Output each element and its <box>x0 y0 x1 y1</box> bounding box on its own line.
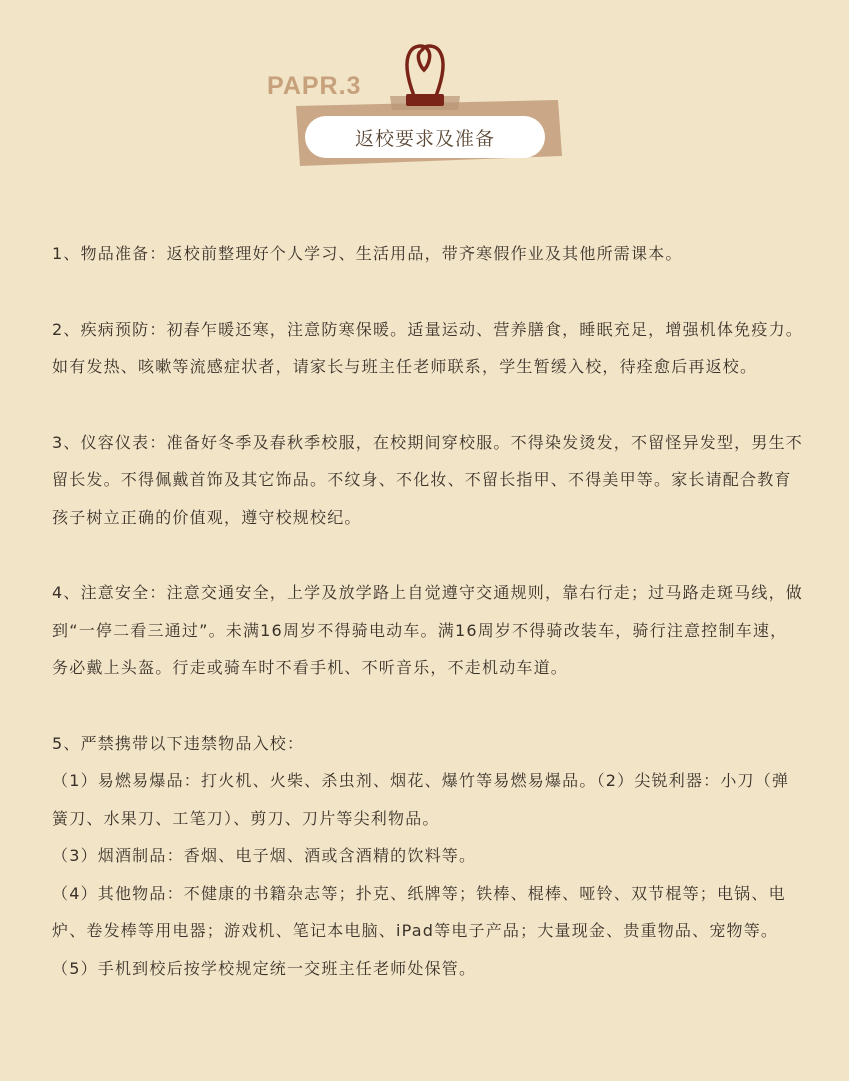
content-body <box>52 235 804 987</box>
prohibited-item-4: （5）手机到校后按学校规定统一交班主任老师处保管。 <box>52 958 477 978</box>
section-1-text: 1、物品准备：返校前整理好个人学习、生活用品，带齐寒假作业及其他所需课本。 <box>52 244 683 263</box>
binder-clip-icon <box>390 40 460 110</box>
section-2-text: 2、疾病预防：初春乍暖还寒，注意防寒保暖。适量运动、营养膳食，睡眠充足，增强机体免疫力。如有发热、咳嗽等流感症状者，请家长与班主任老师联系，学生暂缓入校，待痊愈后再返校。 <box>52 319 803 376</box>
section-4-text: 4、注意安全：注意交通安全，上学及放学路上自觉遵守交通规则，靠右行走；过马路走斑马线，做到“一停二看三通过”。未满16周岁不得骑电动车。满16周岁不得骑改装车，骑行注意控制车速，务必戴上头盔。行走或骑车时不看手机、不听音乐，不走机动车道。 <box>52 583 803 677</box>
prohibited-item-3: （4）其他物品：不健康的书籍杂志等；扑克、纸牌等；铁棒、棍棒、哑铃、双节棍等；电锅、电炉、卷发棒等用电器；游戏机、笔记本电脑、iPad等电子产品；大量现金、贵重物品、宠物等。 <box>52 883 786 940</box>
prohibited-item-1: （1）易燃易爆品：打火机、火柴、杀虫剂、烟花、爆竹等易燃易爆品。（2）尖锐利器：小刀（弹簧刀、水果刀、工笔刀）、剪刀、刀片等尖利物品。 <box>52 771 790 828</box>
prohibited-item-2: （3）烟酒制品：香烟、电子烟、酒或含酒精的饮料等。 <box>52 846 477 865</box>
section-3-text: 3、仪容仪表：准备好冬季及春秋季校服，在校期间穿校服。不得染发烫发，不留怪异发型，男生不留长发。不得佩戴首饰及其它饰品。不纹身、不化妆、不留长指甲、不得美甲等。家长请配合教育孩子树立正确的价值观，遵守校规校纪。 <box>52 432 803 527</box>
part-label: PAPR.3 <box>267 72 362 100</box>
prohibited-heading: 5、严禁携带以下违禁物品入校： <box>52 733 305 753</box>
section-title: 返校要求及准备 <box>305 116 545 158</box>
section-header <box>0 0 849 200</box>
